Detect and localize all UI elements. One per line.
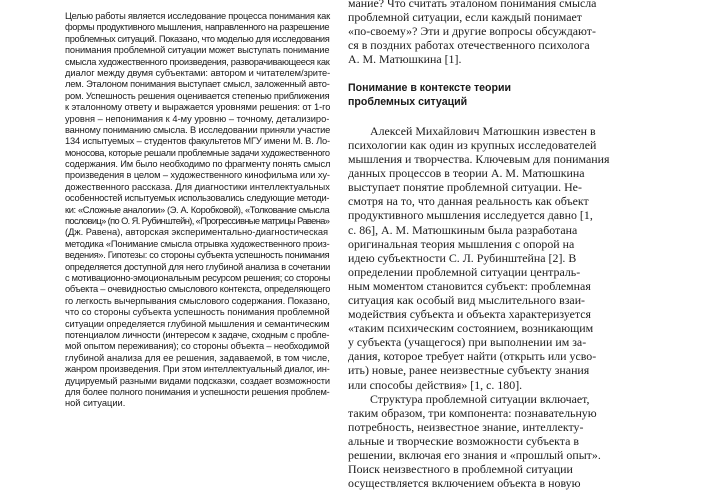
text-line: проблемных ситуаций. Показано, что моделью для исследования (65, 33, 330, 44)
text-line: к эталонному ответу и выражается уровнями решения: от 1-го (65, 102, 331, 113)
text-line: для более полного понимания и успешности решения проблем- (65, 386, 330, 397)
text-line: методика «Понимание смысла отрывка художественного произ- (65, 238, 330, 249)
text-line: Целью работы является исследование процесса понимания как (65, 11, 330, 21)
text-line: или способы действия» [1, с. 180]. (348, 377, 523, 392)
section-heading (348, 82, 688, 108)
text-line: потребность, неизвестное знание, интеллекту- (348, 419, 584, 434)
text-line: ить) новые, ранее неизвестные субъекту знания (348, 363, 590, 378)
text-line: диалог между двумя субъектами: автором и читателем/зрите- (65, 67, 331, 78)
text-line: мой опытом переживания); со стороны объекта – необходимой (65, 341, 330, 352)
text-line: дожественного рассказа. Для диагностики интеллектуальных (65, 181, 330, 192)
intro-paragraph-continued (348, 0, 688, 66)
abstract-column (65, 0, 330, 410)
text-line: что со стороны субъекта успешность понимания проблемной (65, 307, 330, 318)
body-column (348, 0, 688, 490)
text-line: «таким психическим состоянием, возникающим (348, 321, 594, 336)
text-line: данных процессов в теории А. М. Матюшкина (348, 166, 585, 181)
text-line: таким образом, три компонента: познавательную (348, 405, 597, 420)
text-line: определяется доступной для него глубиной анализа в сочетании (65, 261, 331, 272)
text-line: А. М. Матюшкина [1]. (348, 52, 462, 67)
text-line: мышления и творчества. Ключевым для понимания (348, 152, 610, 167)
text-line: идею субъектности С. Л. Рубинштейна [2]. В (348, 250, 577, 265)
text-line: у субъекта (учащегося) при выполнении им за- (348, 335, 587, 350)
body-paragraph-1 (348, 124, 688, 392)
text-line: ситуации определяется глубиной мышления и семантическим (65, 318, 330, 329)
text-line: ной ситуации. (65, 398, 126, 409)
text-line: дуцируемый разными видами подсказки, создает возможности (65, 375, 330, 386)
text-line: потенциалом личности (интересом к задаче, сходным с пробле- (65, 329, 330, 340)
text-line: проблемной ситуации, если каждый понимает (348, 10, 582, 25)
body-paragraph-2 (348, 392, 688, 490)
text-line: Понимание в контексте теории (348, 82, 512, 95)
text-line: ром. Успешность решения оценивается степенью приближения (65, 90, 330, 101)
text-line: дания, которое требует найти (открыть или усво- (348, 349, 597, 364)
text-line: объекта – очевидностью смыслового контекста, определяющего (65, 284, 331, 295)
text-line: содержания. Им было необходимо по фрагменту понять смысл (65, 159, 331, 170)
text-line: глубиной анализа для ее решения, задаваемой, в том числе, (65, 352, 330, 363)
text-line: моносова, которые решали проблемные задачи художественного (65, 147, 330, 158)
text-line: психологии как один из крупных исследователей (348, 137, 597, 152)
text-line: смысла художественного произведения, разворачивающееся как (65, 56, 330, 67)
text-line: ведения». Гипотезы: со стороны субъекта успешность понимания (65, 250, 330, 261)
text-line: ным моментом становится субъект: проблемная (348, 278, 591, 293)
text-line: «по-своему»? Эти и другие вопросы обсуждают- (348, 24, 596, 39)
text-line: Структура проблемной ситуации включает, (370, 391, 590, 406)
text-line: решении, включая его знания и «прошлый опыт». (348, 448, 601, 462)
text-line: уровня – непонимания к 4-му уровню – точному, детализиро- (65, 113, 330, 124)
text-line: ванному пониманию смысла. В исследовании приняли участие (65, 124, 331, 135)
text-line: с. 86], А. М. Матюшкиным была разработана (348, 222, 578, 237)
text-line: осуществляется включением объекта в новую (348, 476, 581, 490)
text-line: проблемных ситуаций (348, 95, 468, 108)
text-line: особенностей испытуемых использовались следующие методи- (65, 193, 330, 204)
text-line: пословиц» (по О. Я. Рубинштейн), «Прогрессивные матрицы Равена» (65, 216, 330, 227)
text-line: ситуация как особый вид мыслительного взаи- (348, 292, 586, 307)
text-line: модействия субъекта и объекта характеризуется (348, 307, 591, 322)
abstract-text (65, 11, 330, 410)
text-line: формы продуктивного мышления, направленного на разрешение (65, 22, 330, 33)
text-line: смотря на то, что данная реальность как объект (348, 194, 589, 209)
text-line: продуктивного мышления исследуется давно [1, (348, 208, 593, 223)
text-line: с мотивационно-эмоциональным ресурсом решения; со стороны (65, 272, 331, 283)
text-line: лем. Эталоном понимания выступает смысл, заложенный авто- (65, 79, 330, 90)
text-line: Поиск неизвестного в проблемной ситуации (348, 462, 573, 477)
text-line: 134 испытуемых – студентов факультетов МГУ имени М. В. Ло- (65, 136, 330, 147)
text-line: альные и творческие возможности субъекта в (348, 433, 579, 448)
text-line: оригинальная теория мышления с опорой на (348, 236, 575, 251)
text-line: (Дж. Равена), авторская экспериментально-диагностическая (65, 227, 329, 238)
text-line: мание? Что считать эталоном понимания смысла (348, 0, 597, 10)
text-line: произведения в целом – художественного кинофильма или ху- (65, 170, 330, 181)
text-line: ся в поздних работах отечественного психолога (348, 38, 590, 53)
text-line: определении проблемной ситуации централь- (348, 264, 581, 279)
text-line: выступает понятие проблемной ситуации. Не- (348, 180, 582, 195)
text-line: Алексей Михайлович Матюшкин известен в (370, 123, 596, 138)
text-line: жанром произведения. При этом интеллектуальный диалог, ин- (65, 364, 330, 375)
text-line: ки: «Сложные аналогии» (Э. А. Коробковой), «Толкование смысла (65, 204, 330, 215)
text-line: го легкость вычерпывания смыслового содержания. Показано, (65, 295, 330, 306)
text-line: понимания проблемной ситуации может выступать понимание (65, 45, 330, 56)
